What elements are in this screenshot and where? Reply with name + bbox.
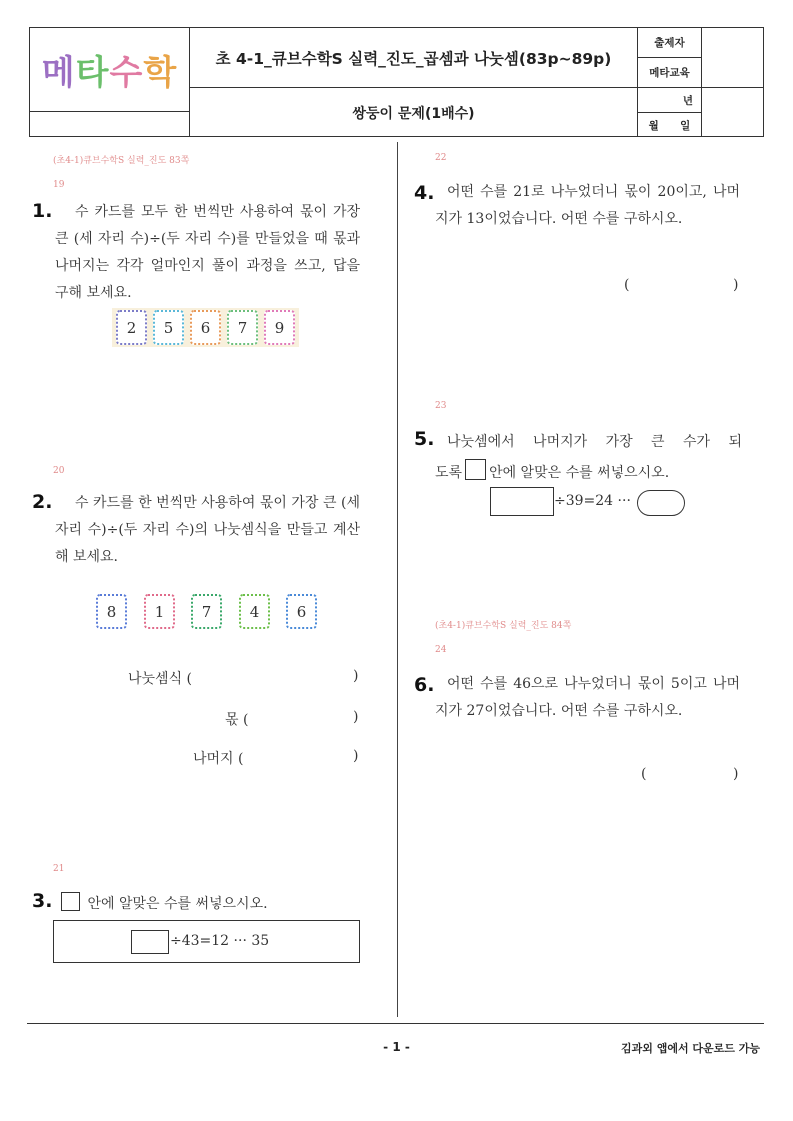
q6-number: 6. [414, 674, 435, 696]
remainder-answer-label: 나머지 ( [193, 751, 244, 767]
number-card: 8 [96, 594, 127, 629]
worksheet-title: 초 4-1_큐브수학S 실력_진도_곱셈과 나눗셈(83p~89p) [190, 28, 638, 88]
q1-text: 수 카드를 모두 한 번씩만 사용하여 몫이 가장 큰 (세 자리 수)÷(두 자리 수)를 만들었을 때 몫과 나머지는 각각 얼마인지 풀이 과정을 쓰고, 답을 구해 보세요. [55, 204, 360, 301]
q6-answer-close: ) [733, 766, 739, 782]
number-card: 9 [264, 310, 295, 345]
division-answer-label: 나눗셈식 ( [128, 671, 193, 687]
q5-equation: ÷39=24 ··· [554, 493, 631, 509]
q5-text-line1: 나눗셈에서 나머지가 가장 큰 수가 되 [447, 434, 742, 450]
q4-answer-close: ) [733, 277, 739, 293]
q6-ref: 24 [435, 645, 447, 655]
remainder-answer-close: ) [353, 748, 359, 764]
q5-text-part1: 도록 [435, 465, 463, 481]
column-divider [397, 142, 398, 1017]
q3-dividend-blank[interactable] [131, 930, 169, 954]
page-number: - 1 - [383, 1040, 410, 1054]
q2-ref: 20 [53, 466, 65, 476]
q2-text: 수 카드를 한 번씩만 사용하여 몫이 가장 큰 (세 자리 수)÷(두 자리 수)의 나눗셈식을 만들고 계산해 보세요. [55, 495, 360, 565]
q1-number: 1. [32, 200, 53, 222]
number-card: 6 [190, 310, 221, 345]
year-label: 년 [638, 88, 702, 113]
day-label: 일 [680, 119, 691, 132]
number-card: 1 [144, 594, 175, 629]
number-card: 4 [239, 594, 270, 629]
division-answer-close: ) [353, 668, 359, 684]
q3-instruction [58, 892, 268, 913]
answer-box-icon [465, 459, 486, 480]
q4-number: 4. [414, 182, 435, 204]
q5-number: 5. [414, 428, 435, 450]
q4-ref: 22 [435, 153, 447, 163]
download-note: 김과외 앱에서 다운로드 가능 [621, 1042, 760, 1055]
q3-ref: 21 [53, 864, 65, 874]
q5-dividend-blank[interactable] [490, 487, 554, 516]
examiner-label: 출제자 [638, 28, 702, 58]
q6-text: 어떤 수를 46으로 나누었더니 몫이 5이고 나머지가 27이었습니다. 어떤 수를 구하시오. [435, 676, 740, 719]
q5-text-part2: 안에 알맞은 수를 써넣으시오. [489, 465, 670, 481]
footer-rule [27, 1023, 764, 1024]
q5-ref: 23 [435, 401, 447, 411]
q6-source: (초4-1)큐브수학S 실력_진도 84쪽 [435, 621, 572, 631]
date-blank [702, 88, 763, 137]
q1-ref: 19 [53, 180, 65, 190]
number-card: 2 [116, 310, 147, 345]
examiner-value: 메타교육 [638, 58, 702, 88]
q1-source: (초4-1)큐브수학S 실력_진도 83쪽 [53, 156, 190, 166]
quotient-answer-close: ) [353, 709, 359, 725]
q6-answer-open: ( [641, 766, 647, 782]
logo-cell [30, 28, 190, 112]
q3-text: 안에 알맞은 수를 써넣으시오. [87, 896, 268, 912]
q4-text: 어떤 수를 21로 나누었더니 몫이 20이고, 나머지가 13이었습니다. 어떤 수를 구하시오. [435, 184, 740, 227]
q1-card-row [112, 308, 299, 347]
number-card: 5 [153, 310, 184, 345]
quotient-answer-label: 몫 ( [225, 712, 249, 728]
date-row [638, 113, 702, 137]
examiner-blank [702, 28, 763, 88]
number-card: 6 [286, 594, 317, 629]
number-card: 7 [191, 594, 222, 629]
logo-bottom-cell [30, 112, 190, 137]
month-label: 월 [648, 119, 659, 132]
q3-equation: ÷43=12 ··· 35 [170, 933, 270, 949]
worksheet-header [29, 27, 764, 137]
answer-box-icon [61, 892, 80, 911]
number-card: 7 [227, 310, 258, 345]
q2-card-row [96, 594, 317, 629]
q2-number: 2. [32, 491, 53, 513]
q4-answer-open: ( [624, 277, 630, 293]
q5-remainder-blank[interactable] [637, 490, 685, 516]
worksheet-subtitle: 쌍둥이 문제(1배수) [190, 88, 638, 137]
meta-math-logo: 메타수학 [41, 53, 178, 93]
q3-number: 3. [32, 890, 53, 912]
q5-text-line2 [435, 459, 669, 482]
